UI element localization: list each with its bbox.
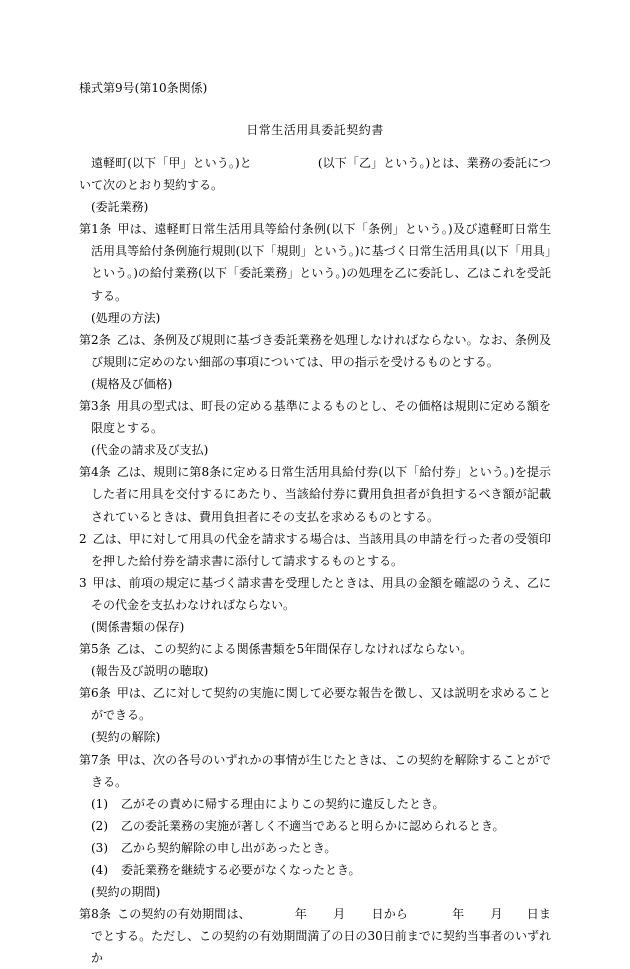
item-text: 乙から契約解除の申し出があったとき。 — [121, 840, 337, 855]
list-item — [79, 859, 551, 881]
item-label: (3) — [91, 840, 108, 855]
article-label: 第2条 — [79, 332, 111, 347]
article-text: 乙は、この契約による関係書類を5年間保存しなければならない。 — [116, 642, 473, 657]
date-unit: 年 — [294, 907, 308, 922]
article-7 — [79, 749, 551, 793]
item-label: (2) — [91, 818, 108, 833]
section-heading: (関係書類の保存) — [91, 619, 185, 634]
item-text: 乙がその責めに帰する理由によりこの契約に違反したとき。 — [121, 796, 445, 811]
section-heading: (規格及び価格) — [91, 376, 173, 391]
item-label: (4) — [91, 863, 108, 877]
date-unit: 月 — [490, 907, 503, 922]
article-label: 第7条 — [79, 752, 111, 767]
intro-text-2: (以下「乙」という。)とは、業務の委託について次のとおり契約する。 — [79, 156, 551, 193]
article-1 — [79, 218, 551, 306]
document-title: 日常生活用具委託契約書 — [246, 123, 384, 137]
article-label: 第1条 — [79, 222, 112, 237]
article-text: 用具の型式は、町長の定める基準によるものとし、その価格は規則に定める額を限度とする。 — [91, 399, 551, 436]
intro-paragraph — [79, 152, 551, 196]
list-item — [79, 815, 551, 837]
article-text: 日までとする。ただし、この契約の有効期間満了の日の30日前までに契約当事者のいずれか — [91, 907, 551, 966]
list-item — [79, 837, 551, 859]
item-text: 委託業務を継続する必要がなくなったとき。 — [121, 863, 361, 877]
article-4-paragraph-3 — [79, 572, 551, 616]
article-text: 甲は、乙に対して契約の実施に関して必要な報告を徴し、又は説明を求めることができる。 — [91, 686, 551, 723]
document-body — [79, 152, 551, 969]
article-label: 第6条 — [79, 686, 111, 701]
article-text: この契約の有効期間は、 — [117, 907, 251, 922]
paragraph-label: 2 — [79, 531, 87, 546]
article-8 — [79, 903, 551, 969]
list-item — [79, 793, 551, 815]
section-heading: (委託業務) — [91, 200, 149, 215]
article-5 — [79, 638, 551, 660]
paragraph-text: 乙は、甲に対して用具の代金を請求する場合は、当該用具の申請を行った者の受領印を押した給付券を請求書に添付して請求するものとする。 — [91, 531, 551, 568]
article-text: 乙は、規則に第8条に定める日常生活用具給付券(以下「給付券」という。)を提示した者に用具を交付するにあたり、当該給付券に費用負担者が負担するべき額が記載されているときは、費用負担者にその支払を求めるものとする。 — [91, 465, 551, 524]
section-heading: (契約の解除) — [91, 730, 161, 745]
section-heading: (処理の方法) — [91, 310, 161, 325]
item-text: 乙の委託業務の実施が著しく不適当であると明らかに認められるとき。 — [121, 818, 505, 833]
article-4-paragraph-2 — [79, 528, 551, 572]
article-label: 第8条 — [79, 907, 112, 922]
paragraph-label: 3 — [79, 575, 87, 590]
section-heading: (代金の請求及び支払) — [91, 443, 209, 458]
paragraph-text: 甲は、前項の規定に基づく請求書を受理したときは、用具の金額を確認のうえ、乙にその代金を支払わなければならない。 — [91, 575, 551, 612]
date-unit: 月 — [333, 907, 346, 922]
article-3 — [79, 395, 551, 439]
article-label: 第5条 — [79, 642, 111, 657]
section-heading: (報告及び説明の聴取) — [91, 664, 209, 679]
article-label: 第3条 — [79, 399, 111, 414]
date-unit: 年 — [452, 907, 465, 922]
article-6 — [79, 682, 551, 726]
section-heading: (契約の期間) — [91, 885, 161, 900]
item-label: (1) — [91, 796, 108, 811]
date-unit: 日から — [371, 907, 408, 922]
intro-text-1: 遠軽町(以下「甲」という。)と — [91, 156, 252, 170]
article-2 — [79, 329, 551, 373]
form-number: 様式第9号(第10条関係) — [79, 81, 208, 95]
article-text: 乙は、条例及び規則に基づき委託業務を処理しなければならない。なお、条例及び規則に定めのない細部の事項については、甲の指示を受けるものとする。 — [91, 332, 551, 369]
article-text: 甲は、遠軽町日常生活用具等給付条例(以下「条例」という。)及び遠軽町日常生活用具等給付条例施行規則(以下「規則」という。)に基づく日常生活用具(以下「用具」という。)の給付業務(以下「委託業務」という。)の処理を乙に委託し、乙はこれを受託する。 — [91, 222, 551, 303]
article-text: 甲は、次の各号のいずれかの事情が生じたときは、この契約を解除することができる。 — [91, 752, 551, 789]
article-label: 第4条 — [79, 465, 111, 480]
article-4 — [79, 461, 551, 527]
